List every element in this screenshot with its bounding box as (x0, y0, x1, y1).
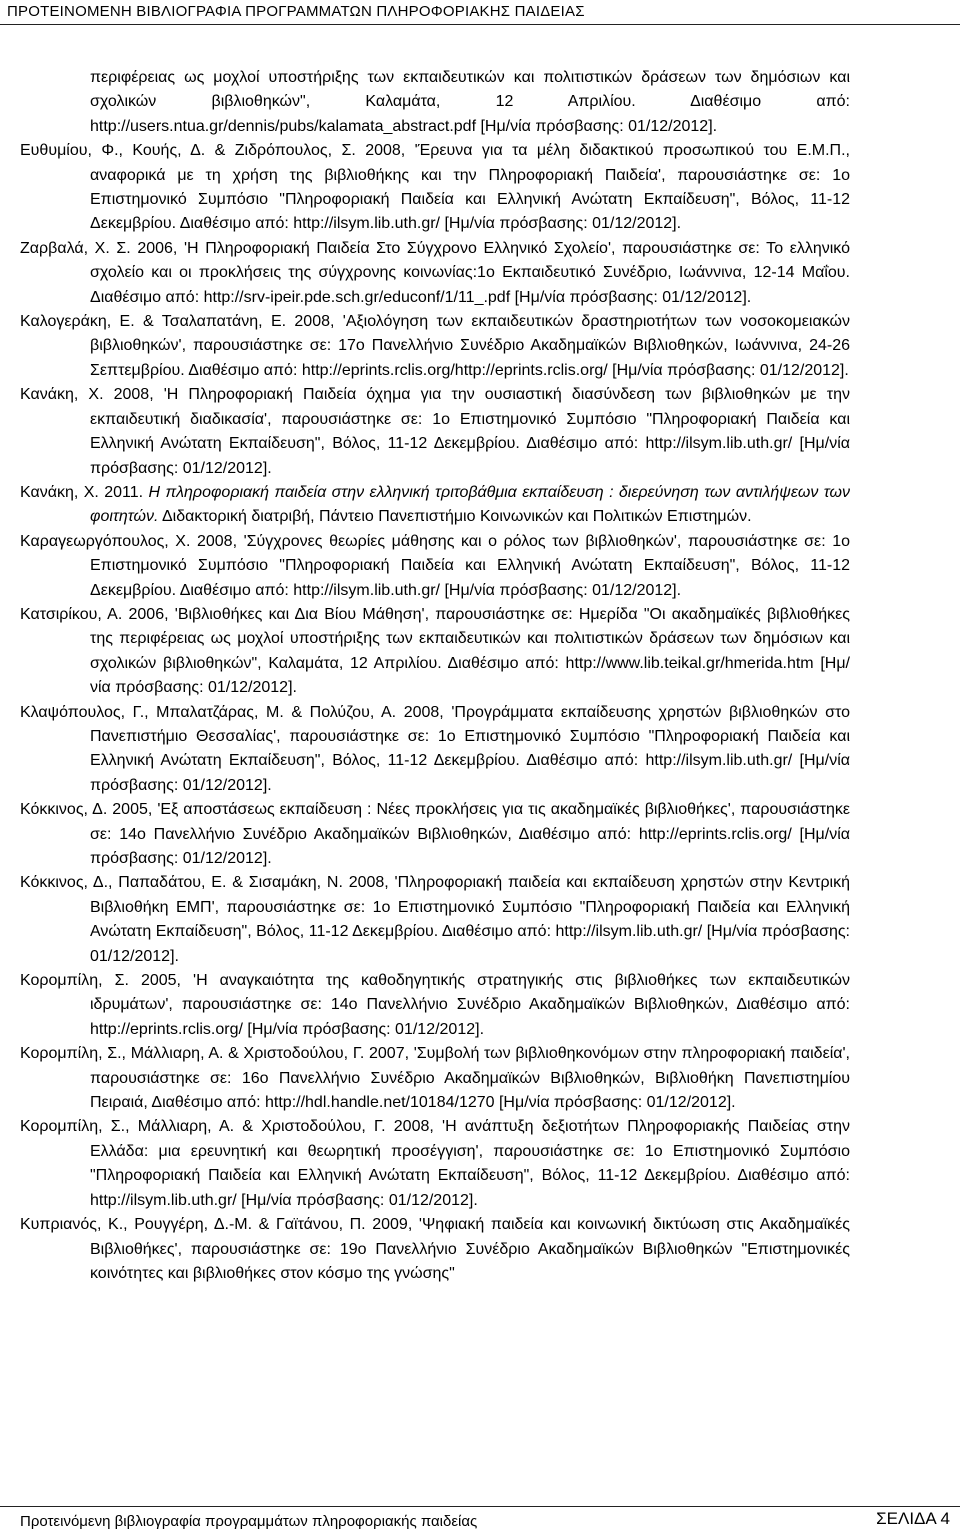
reference-entry: περιφέρειας ως μοχλοί υποστήριξης των εκπαιδευτικών και πολιτιστικών δράσεων των δημόσιων και σχολικών βιβλιοθηκών", Καλαμάτα, 12 Απριλίου. Διαθέσιμο από: http://users.ntua.gr/dennis/pubs/kalamata_abstract.pdf [Ημ/νία πρόσβασης: 01/12/2012]. (90, 69, 850, 135)
reference-entry: Κυπριανός, Κ., Ρουγγέρη, Δ.-Μ. & Γαϊτάνου, Π. 2009, 'Ψηφιακή παιδεία και κοινωνική δικτύωση στις Ακαδημαϊκές Βιβλιοθήκες', παρουσιάστηκε σε: 19ο Πανελλήνιο Συνέδριο Ακαδημαϊκών Βιβλιοθηκών "Επιστημονικές κοινότητες και βιβλιοθήκες στον κόσμο της γνώσης" (20, 1216, 850, 1282)
reference-title-italic: Η πληροφοριακή παιδεία στην ελληνική τριτοβάθμια εκπαίδευση : διερεύνηση των αντιλήψεων των φοιτητών. (90, 483, 851, 526)
reference-entry: Καλογεράκη, Ε. & Τσαλαπατάνη, Ε. 2008, 'Αξιολόγηση των εκπαιδευτικών δραστηριοτήτων των νοσοκομειακών βιβλιοθηκών', παρουσιάστηκε σε: 17ο Πανελλήνιο Συνέδριο Ακαδημαϊκών Βιβλιοθηκών, Ιωάννινα, 24-26 Σεπτεμβρίου. Διαθέσιμο από: http://eprints.rclis.org/http://eprints.rclis.org/ [Ημ/νία πρόσβασης: 01/12/2012]. (20, 313, 850, 379)
footer-title: Προτεινόμενη βιβλιογραφία προγραμμάτων πληροφοριακής παιδείας (20, 1513, 478, 1530)
reference-entry: Κόκκινος, Δ., Παπαδάτου, Ε. & Σισαμάκη, Ν. 2008, 'Πληροφοριακή παιδεία και εκπαίδευση χρηστών στην Κεντρική Βιβλιοθήκη ΕΜΠ', παρουσιάστηκε σε: 1ο Επιστημονικό Συμπόσιο "Πληροφοριακή Παιδεία και Ελληνική Ανώτατη Εκπαίδευση", Βόλος, 11-12 Δεκεμβρίου. Διαθέσιμο από: http://ilsym.lib.uth.gr/ [Ημ/νία πρόσβασης: 01/12/2012]. (20, 874, 850, 965)
header-divider (0, 24, 960, 25)
reference-entry: Κορομπίλη, Σ., Μάλλιαρη, Α. & Χριστοδούλου, Γ. 2007, 'Συμβολή των βιβλιοθηκονόμων στην πληροφοριακή παιδεία', παρουσιάστηκε σε: 16ο Πανελλήνιο Συνέδριο Ακαδημαϊκών Βιβλιοθηκών, Βιβλιοθήκη Πανεπιστημίου Πειραιά, Διαθέσιμο από: http://hdl.handle.net/10184/1270 [Ημ/νία πρόσβασης: 01/12/2012]. (20, 1045, 850, 1112)
footer-divider (0, 1506, 960, 1507)
reference-list (20, 66, 850, 1286)
header-title: ΠΡΟΤΕΙΝΟΜΕΝΗ ΒΙΒΛΙΟΓΡΑΦΙΑ ΠΡΟΓΡΑΜΜΑΤΩΝ ΠΛΗΡΟΦΟΡΙΑΚΗΣ ΠΑΙΔΕΙΑΣ (7, 3, 585, 20)
reference-entry: Ευθυμίου, Φ., Κουής, Δ. & Ζιδρόπουλος, Σ. 2008, 'Έρευνα για τα μέλη διδακτικού προσωπικού του Ε.Μ.Π., αναφορικά με τη χρήση της βιβλιοθήκης και την Πληροφοριακή Παιδεία', παρουσιάστηκε σε: 1ο Επιστημονικό Συμπόσιο "Πληροφοριακή Παιδεία και Ελληνική Ανώτατη Εκπαίδευση", Βόλος, 11-12 Δεκεμβρίου. Διαθέσιμο από: http://ilsym.lib.uth.gr/ [Ημ/νία πρόσβασης: 01/12/2012]. (20, 142, 850, 233)
reference-details: Διδακτορική διατριβή, Πάντειο Πανεπιστήμιο Κοινωνικών και Πολιτικών Επιστημών. (158, 508, 752, 526)
reference-entry: Κορομπίλη, Σ., Μάλλιαρη, Α. & Χριστοδούλου, Γ. 2008, 'Η ανάπτυξη δεξιοτήτων Πληροφοριακής Παιδείας στην Ελλάδα: μια ερευνητική και θεωρητική προσέγγιση', παρουσιάστηκε σε: 1ο Επιστημονικό Συμπόσιο "Πληροφοριακή Παιδεία και Ελληνική Ανώτατη Εκπαίδευση", Βόλος, 11-12 Δεκεμβρίου. Διαθέσιμο από: http://ilsym.lib.uth.gr/ [Ημ/νία πρόσβασης: 01/12/2012]. (20, 1118, 850, 1209)
page-number: ΣΕΛΙΔΑ 4 (876, 1509, 950, 1528)
reference-author: Κανάκη, Χ. 2011. (20, 483, 149, 501)
reference-entry (20, 481, 850, 530)
reference-entry: Κανάκη, Χ. 2008, 'Η Πληροφοριακή Παιδεία όχημα για την ουσιαστική διασύνδεση των βιβλιοθηκών με την εκπαιδευτική διαδικασία', παρουσιάστηκε σε: 1ο Επιστημονικό Συμπόσιο "Πληροφοριακή Παιδεία και Ελληνική Ανώτατη Εκπαίδευση", Βόλος, 11-12 Δεκεμβρίου. Διαθέσιμο από: http://ilsym.lib.uth.gr/ [Ημ/νία πρόσβασης: 01/12/2012]. (20, 386, 850, 477)
page-header (0, 0, 960, 24)
reference-entry: Ζαρβαλά, Χ. Σ. 2006, 'Η Πληροφοριακή Παιδεία Στο Σύγχρονο Ελληνικό Σχολείο', παρουσιάστηκε σε: Το ελληνικό σχολείο και οι προκλήσεις της σύγχρονης κοινωνίας:1ο Εκπαιδευτικό Συνέδριο, Ιωάννινα, 12-14 Μαΐου. Διαθέσιμο από: http://srv-ipeir.pde.sch.gr/educonf/1/11_.pdf [Ημ/νία πρόσβασης: 01/12/2012]. (20, 239, 850, 306)
reference-entry: Καραγεωργόπουλος, Χ. 2008, 'Σύγχρονες θεωρίες μάθησης και ο ρόλος των βιβλιοθηκών', παρουσιάστηκε σε: 1ο Επιστημονικό Συμπόσιο "Πληροφοριακή Παιδεία και Ελληνική Ανώτατη Εκπαίδευση", Βόλος, 11-12 Δεκεμβρίου. Διαθέσιμο από: http://ilsym.lib.uth.gr/ [Ημ/νία πρόσβασης: 01/12/2012]. (20, 532, 850, 599)
reference-entry: Κατσιρίκου, Α. 2006, 'Βιβλιοθήκες και Δια Βίου Μάθηση', παρουσιάστηκε σε: Ημερίδα "Οι ακαδημαϊκές βιβλιοθήκες της περιφέρειας ως μοχλοί υποστήριξης των εκπαιδευτικών και πολιτιστικών δράσεων των δημόσιων και σχολικών βιβλιοθηκών", Καλαμάτα, 12 Απριλίου. Διαθέσιμο από: http://www.lib.teikal.gr/hmerida.htm [Ημ/νία πρόσβασης: 01/12/2012]. (20, 605, 850, 697)
reference-entry: Κορομπίλη, Σ. 2005, 'Η αναγκαιότητα της καθοδηγητικής στρατηγικής στις βιβλιοθήκες των εκπαιδευτικών ιδρυμάτων', παρουσιάστηκε σε: 14ο Πανελλήνιο Συνέδριο Ακαδημαϊκών Βιβλιοθηκών, Διαθέσιμο από: http://eprints.rclis.org/ [Ημ/νία πρόσβασης: 01/12/2012]. (20, 972, 850, 1038)
reference-entry: Κλαψόπουλος, Γ., Μπαλατζάρας, Μ. & Πολύζου, Α. 2008, 'Προγράμματα εκπαίδευσης χρηστών βιβλιοθηκών στο Πανεπιστήμιο Θεσσαλίας', παρουσιάστηκε σε: 1ο Επιστημονικό Συμπόσιο "Πληροφοριακή Παιδεία και Ελληνική Ανώτατη Εκπαίδευση", Βόλος, 11-12 Δεκεμβρίου. Διαθέσιμο από: http://ilsym.lib.uth.gr/ [Ημ/νία πρόσβασης: 01/12/2012]. (20, 703, 850, 794)
reference-entry: Κόκκινος, Δ. 2005, 'Εξ αποστάσεως εκπαίδευση : Νέες προκλήσεις για τις ακαδημαϊκές βιβλιοθήκες', παρουσιάστηκε σε: 14ο Πανελλήνιο Συνέδριο Ακαδημαϊκών Βιβλιοθηκών, Διαθέσιμο από: http://eprints.rclis.org/ [Ημ/νία πρόσβασης: 01/12/2012]. (20, 801, 850, 867)
